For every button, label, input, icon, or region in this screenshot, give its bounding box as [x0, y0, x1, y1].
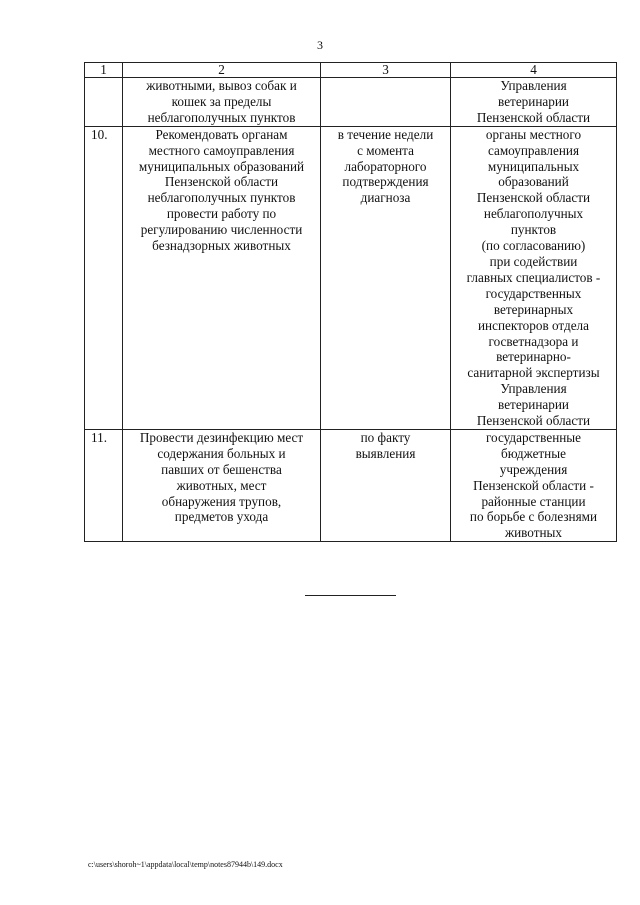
cell-line: муниципальных — [487, 158, 580, 174]
cell-line: ветеринарии — [498, 397, 569, 413]
cell-line: павших от бешенства — [161, 461, 282, 477]
cell-line: Управления — [500, 381, 567, 397]
table-row — [85, 78, 617, 127]
cell-line: образований — [498, 174, 569, 190]
cell-line: лабораторного — [344, 158, 427, 174]
cell-line: инспекторов отдела — [477, 317, 589, 333]
cell-line: по борьбе с болезнями — [469, 509, 598, 525]
page-number: 3 — [317, 38, 323, 52]
cell-line: Пензенской области — [164, 174, 279, 190]
cell-line: диагноза — [360, 190, 411, 206]
cell-line: регулированию численности — [140, 222, 303, 238]
cell-line: (по согласованию) — [481, 238, 586, 254]
cell-line: неблагополучных пунктов — [147, 109, 296, 125]
table-header-row — [85, 63, 617, 78]
responsible-cell — [451, 429, 617, 541]
term-cell — [321, 78, 451, 127]
cell-line: госветнадзора и — [488, 333, 579, 349]
cell-line: Управления — [500, 78, 567, 93]
column-header-3: 3 — [321, 63, 451, 78]
cell-line: пунктов — [510, 222, 557, 238]
cell-line: Пензенской области — [476, 109, 591, 125]
cell-line: животными, вывоз собак и — [146, 78, 297, 93]
cell-line: санитарной экспертизы — [467, 365, 600, 381]
cell-line: государственные — [485, 429, 582, 445]
cell-line: обнаружения трупов, — [161, 493, 282, 509]
table-row — [85, 126, 617, 429]
cell-line: ветеринарных — [493, 301, 574, 317]
cell-line: выявления — [355, 445, 416, 461]
cell-line: местного самоуправления — [148, 142, 295, 158]
responsible-cell — [451, 78, 617, 127]
column-header-1: 1 — [85, 63, 123, 78]
cell-line: бюджетные — [501, 445, 566, 461]
cell-line: Рекомендовать органам — [155, 126, 288, 142]
cell-line: ветеринарии — [498, 93, 569, 109]
term-cell — [321, 429, 451, 541]
table-body — [85, 78, 617, 542]
cell-line: районные станции — [481, 493, 586, 509]
row-number: 10. — [85, 126, 123, 429]
separator-line — [305, 595, 396, 596]
cell-line: муниципальных образований — [138, 158, 305, 174]
column-header-2: 2 — [123, 63, 321, 78]
cell-line: Пензенской области — [476, 413, 591, 429]
cell-line: неблагополучных пунктов — [147, 190, 296, 206]
term-cell — [321, 126, 451, 429]
cell-line: неблагополучных — [483, 206, 584, 222]
cell-line: главных специалистов - — [466, 269, 601, 285]
cell-line: органы местного — [485, 126, 582, 142]
file-path: c:\users\shoroh~1\appdata\local\temp\notes87944b\149.docx — [88, 860, 283, 869]
cell-line: Пензенской области - — [473, 477, 594, 493]
cell-line: подтверждения — [342, 174, 429, 190]
cell-line: при содействии — [489, 253, 578, 269]
cell-line: животных — [505, 525, 562, 541]
responsible-cell — [451, 126, 617, 429]
cell-line: кошек за пределы — [171, 93, 272, 109]
cell-line: безнадзорных животных — [152, 238, 291, 254]
measure-cell — [123, 78, 321, 127]
column-header-4: 4 — [451, 63, 617, 78]
measures-table — [84, 62, 617, 542]
measure-cell — [123, 126, 321, 429]
cell-line: провести работу по — [166, 206, 277, 222]
row-number — [85, 78, 123, 127]
row-number: 11. — [85, 429, 123, 541]
cell-line: животных, мест — [176, 477, 267, 493]
cell-line: самоуправления — [487, 142, 580, 158]
cell-line: ветеринарно- — [496, 349, 571, 365]
measure-cell — [123, 429, 321, 541]
cell-line: с момента — [357, 142, 414, 158]
cell-line: в течение недели — [337, 126, 434, 142]
cell-line: по факту — [360, 429, 411, 445]
cell-line: Провести дезинфекцию мест — [139, 429, 304, 445]
cell-line: учреждения — [499, 461, 568, 477]
cell-line: предметов ухода — [174, 509, 269, 525]
cell-line: Пензенской области — [476, 190, 591, 206]
table-row — [85, 429, 617, 541]
cell-line: государственных — [485, 285, 582, 301]
cell-line: содержания больных и — [157, 445, 286, 461]
